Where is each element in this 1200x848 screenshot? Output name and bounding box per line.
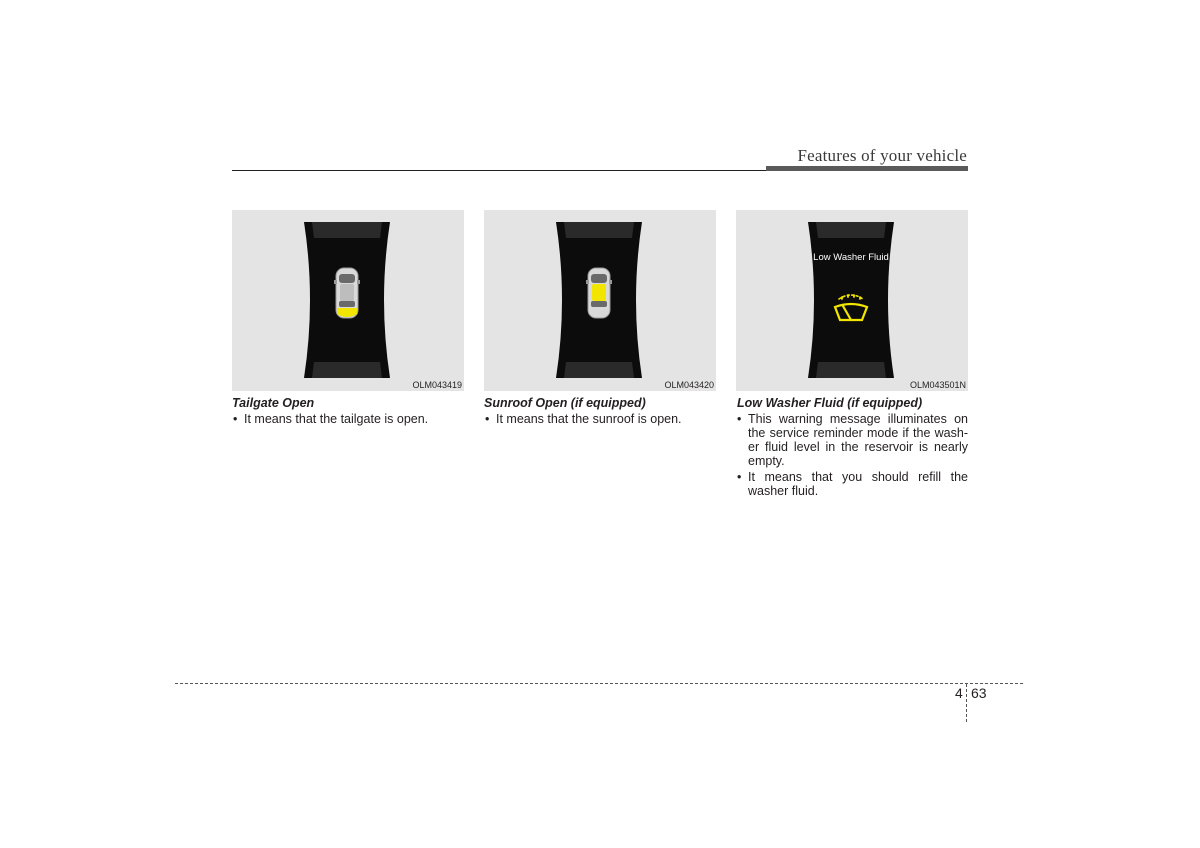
figure-code: OLM043501N [909, 380, 966, 390]
bullet-list [484, 412, 716, 428]
header-rule [232, 170, 766, 171]
caption-title: Low Washer Fluid (if equipped) [737, 396, 923, 410]
figure-sunroof-open [484, 210, 716, 391]
display-message: Low Washer Fluid [813, 252, 889, 263]
page-number-divider [966, 684, 967, 722]
figure-low-washer-fluid [736, 210, 968, 391]
cluster-display [484, 210, 716, 391]
caption-title: Tailgate Open [232, 396, 315, 410]
figure-tailgate-open [232, 210, 464, 391]
figure-code: OLM043419 [412, 380, 462, 390]
list-item: • This warning message illuminates on the service reminder mode if the washer fluid level in the reservoir is nearly empty. [737, 412, 968, 468]
cluster-display [232, 210, 464, 391]
list-item: • It means that the sunroof is open. [485, 412, 682, 426]
cluster-display [736, 210, 968, 391]
list-item: • It means that the tailgate is open. [233, 412, 429, 426]
header-title: Features of your vehicle [797, 146, 967, 165]
bullet-list [736, 412, 968, 500]
chapter-number: 4 [955, 685, 963, 701]
figure-code: OLM043420 [664, 380, 714, 390]
page-number: 63 [971, 685, 987, 701]
list-item: • It means that you should refill the washer fluid. [737, 470, 968, 498]
bullet-list [232, 412, 464, 428]
car-top-view-icon [334, 268, 360, 318]
header-rule-accent [766, 166, 968, 171]
car-top-view-icon [586, 268, 612, 318]
caption-title: Sunroof Open (if equipped) [484, 396, 646, 410]
footer-rule [175, 683, 1023, 684]
